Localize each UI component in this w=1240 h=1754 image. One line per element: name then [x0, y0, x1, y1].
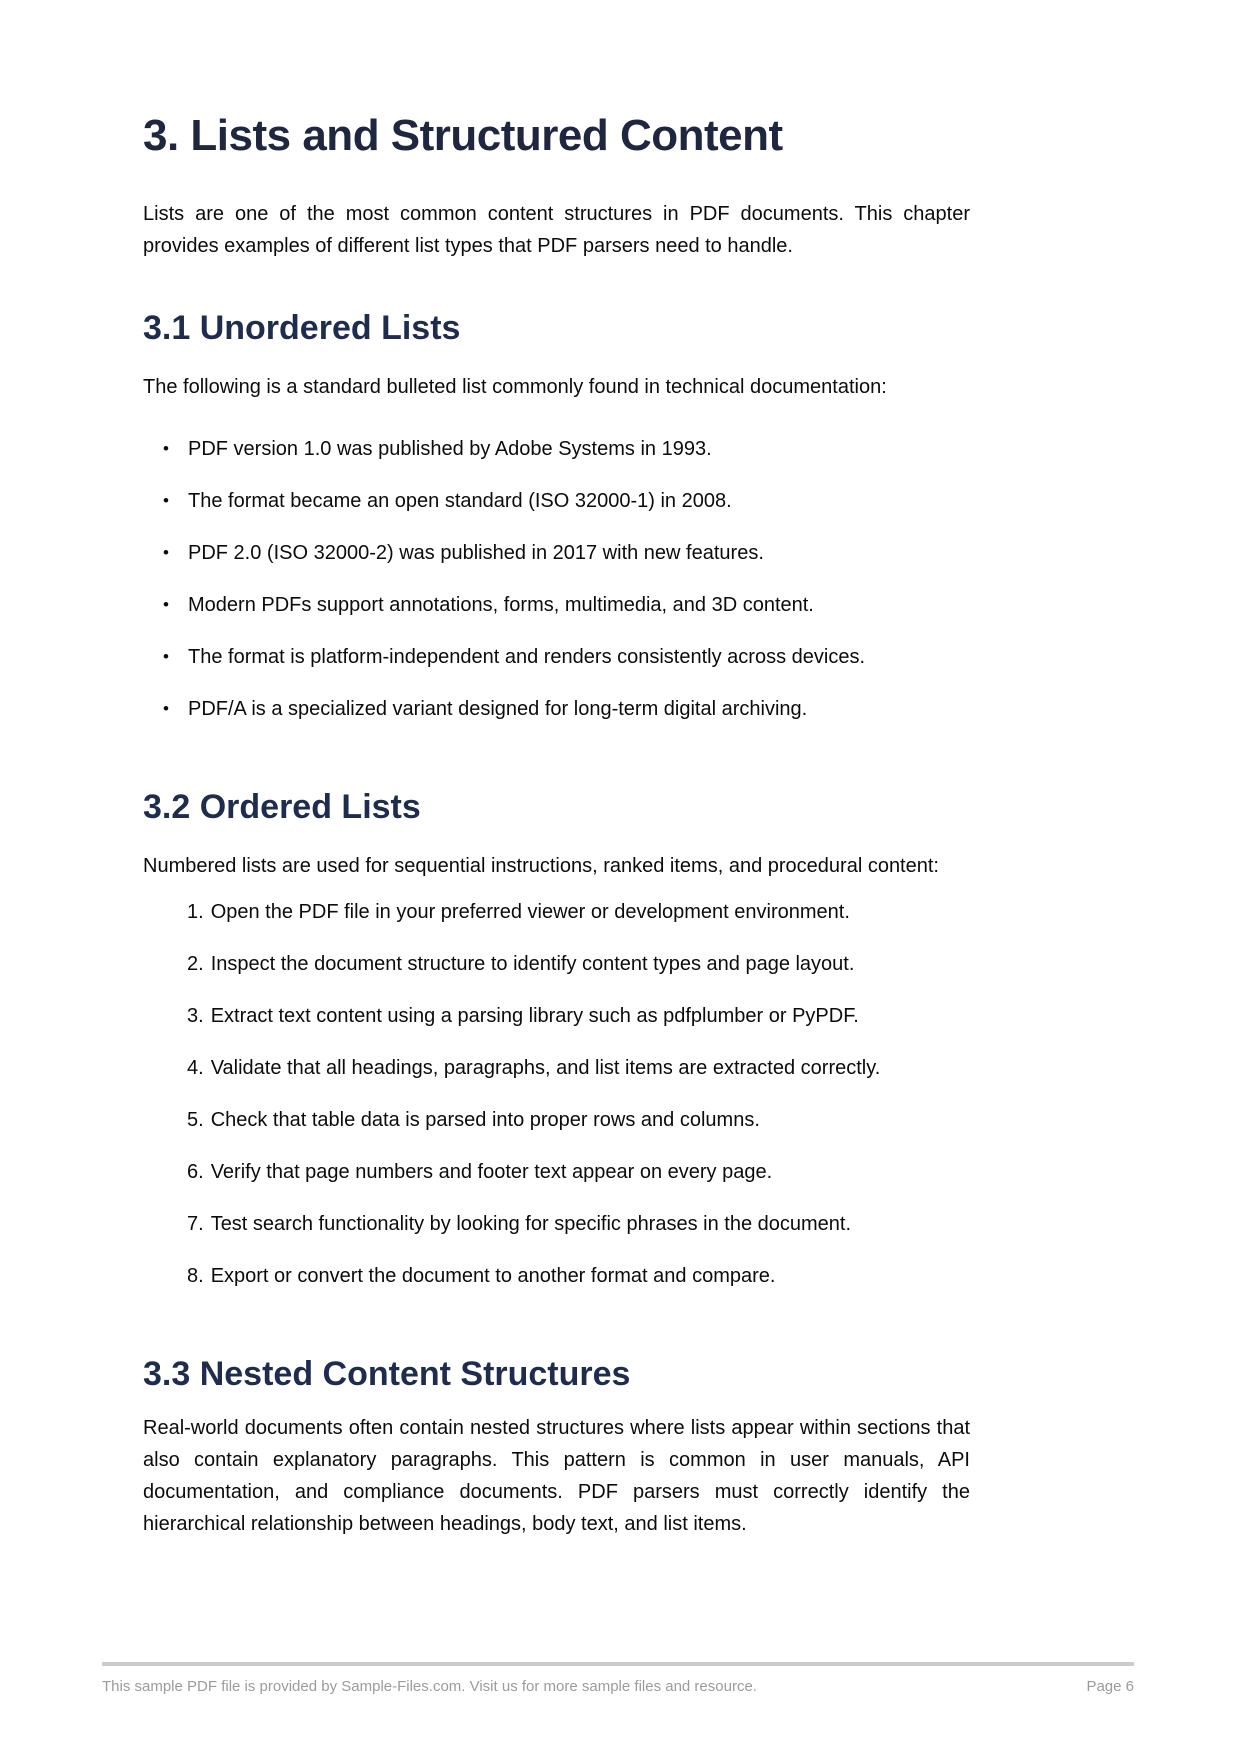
list-item: [143, 1052, 970, 1084]
page-number: Page 6: [1086, 1678, 1134, 1695]
list-item: [143, 537, 970, 569]
list-item: [143, 589, 970, 621]
list-item-text: The format became an open standard (ISO 32000-1) in 2008.: [188, 489, 732, 512]
ordered-list: [143, 896, 970, 1292]
section-heading-ordered-lists: 3.2 Ordered Lists: [143, 787, 421, 826]
list-item: [143, 1260, 970, 1292]
list-item: [143, 1104, 970, 1136]
list-item: [143, 1000, 970, 1032]
list-item: [143, 1156, 970, 1188]
section-heading-unordered-lists: 3.1 Unordered Lists: [143, 308, 461, 347]
page-footer: [102, 1662, 1134, 1695]
list-item-text: Export or convert the document to another format and compare.: [210, 1264, 776, 1287]
list-item: [143, 641, 970, 673]
section-heading-nested-content: 3.3 Nested Content Structures: [143, 1354, 631, 1393]
list-item: [143, 693, 970, 725]
item-number: 4.: [187, 1056, 204, 1079]
page-content: [143, 0, 970, 1540]
list-item: [143, 485, 970, 517]
section-lead-ordered-lists: Numbered lists are used for sequential instructions, ranked items, and procedural content:: [143, 854, 939, 877]
list-item-text: PDF 2.0 (ISO 32000-2) was published in 2017 with new features.: [188, 541, 764, 564]
section-ordered-lists: [143, 787, 970, 1292]
list-item: [143, 433, 970, 465]
bullet-icon: •: [163, 490, 169, 510]
list-item-text: Verify that page numbers and footer text appear on every page.: [210, 1160, 773, 1183]
list-item-text: Validate that all headings, paragraphs, and list items are extracted correctly.: [210, 1056, 881, 1079]
bullet-icon: •: [163, 698, 169, 718]
section-lead-unordered-lists: The following is a standard bulleted list commonly found in technical documentation:: [143, 375, 887, 398]
footer-note: This sample PDF file is provided by Sample-Files.com. Visit us for more sample files and resource.: [102, 1678, 757, 1695]
list-item-text: Inspect the document structure to identify content types and page layout.: [210, 952, 855, 975]
list-item: [143, 896, 970, 928]
intro-paragraph: Lists are one of the most common content structures in PDF documents. This chapter provides examples of different list types that PDF parsers need to handle.: [143, 202, 970, 257]
list-item-text: PDF version 1.0 was published by Adobe Systems in 1993.: [188, 437, 712, 460]
section-nested-content: [143, 1354, 970, 1541]
bullet-icon: •: [163, 594, 169, 614]
list-item-text: The format is platform-independent and renders consistently across devices.: [188, 645, 866, 668]
footer-divider: [102, 1662, 1134, 1666]
section-paragraph-nested-content: Real-world documents often contain nested structures where lists appear within sections that also contain explanatory paragraphs. This pattern is common in user manuals, API documentation, and compliance documents. PDF parsers must correctly identify the hierarchical relationship between headings, body text, and list items.: [143, 1417, 970, 1536]
unordered-list: [143, 433, 970, 725]
bullet-icon: •: [163, 646, 169, 666]
bullet-icon: •: [163, 438, 169, 458]
list-item-text: PDF/A is a specialized variant designed for long-term digital archiving.: [188, 697, 808, 720]
item-number: 5.: [187, 1108, 204, 1131]
item-number: 8.: [187, 1264, 204, 1287]
list-item: [143, 948, 970, 980]
list-item: [143, 1208, 970, 1240]
page-title: 3. Lists and Structured Content: [143, 111, 783, 160]
item-number: 2.: [187, 952, 204, 975]
list-item-text: Test search functionality by looking for specific phrases in the document.: [210, 1212, 852, 1235]
section-unordered-lists: [143, 308, 970, 725]
list-item-text: Open the PDF file in your preferred viewer or development environment.: [210, 900, 850, 923]
bullet-icon: •: [163, 542, 169, 562]
item-number: 6.: [187, 1160, 204, 1183]
item-number: 3.: [187, 1004, 204, 1027]
list-item-text: Extract text content using a parsing library such as pdfplumber or PyPDF.: [210, 1004, 859, 1027]
item-number: 7.: [187, 1212, 204, 1235]
item-number: 1.: [187, 900, 204, 923]
list-item-text: Modern PDFs support annotations, forms, multimedia, and 3D content.: [188, 593, 814, 616]
list-item-text: Check that table data is parsed into proper rows and columns.: [210, 1108, 760, 1131]
